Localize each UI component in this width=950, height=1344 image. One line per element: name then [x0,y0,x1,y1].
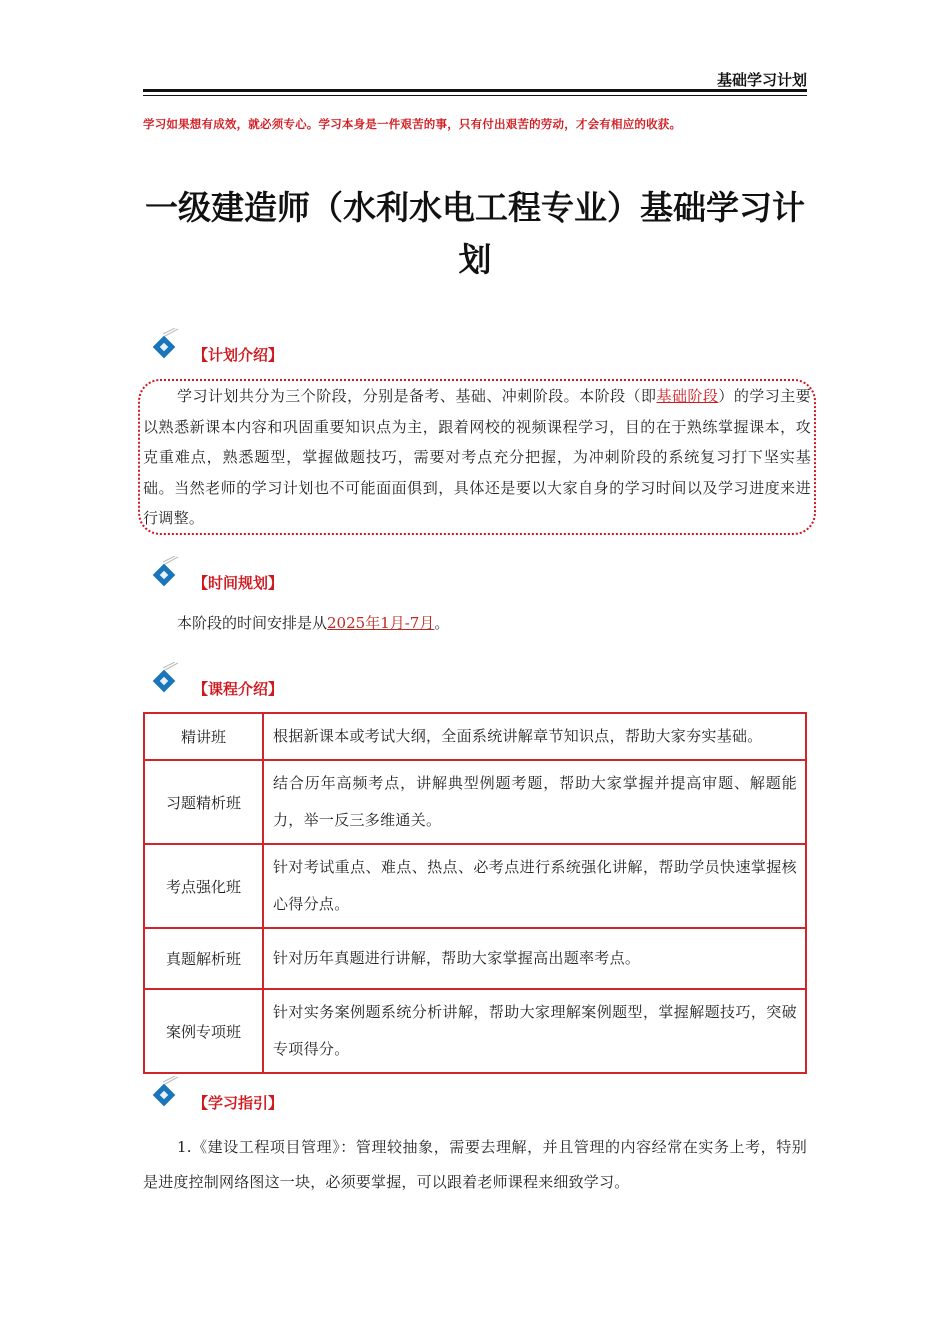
course-name: 案例专项班 [144,989,263,1073]
course-description: 针对实务案例题系统分析讲解，帮助大家理解案例题型，掌握解题技巧，突破专项得分。 [263,989,806,1073]
time-text-end: 。 [434,614,450,632]
course-description: 根据新课本或考试大纲，全面系统讲解章节知识点，帮助大家夯实基础。 [263,713,806,760]
header-rule-thick [143,89,807,92]
table-row [144,844,806,928]
time-paragraph [143,608,807,638]
intro-text-start: 学习计划共分为三个阶段，分别是备考、基础、冲刺阶段。本阶段（即 [177,387,657,405]
course-description: 针对历年真题进行讲解，帮助大家掌握高出题率考点。 [263,928,806,989]
section-heading-intro [143,320,443,370]
page-title: 一级建造师（水利水电工程专业）基础学习计划 [145,188,805,279]
time-highlight: 2025年1月-7月 [327,614,435,632]
intro-paragraph [143,381,811,534]
course-name: 考点强化班 [144,844,263,928]
table-row [144,928,806,989]
course-table [143,712,807,1074]
intro-highlight-link[interactable]: 基础阶段 [656,387,719,405]
course-name: 真题解析班 [144,928,263,989]
section-label: 【学习指引】 [193,1094,284,1112]
diamond-bullet-icon [149,662,183,696]
time-text-start: 本阶段的时间安排是从 [177,614,328,632]
intro-text-end: ）的学习主要以熟悉新课本内容和巩固重要知识点为主，跟着网校的视频课程学习，目的在于熟练掌握课本，攻克重难点，熟悉题型，掌握做题技巧，需要对考点充分把握，为冲刺阶段的系统复习打下坚实基础。当然老师的学习计划也不可能面面俱到，具体还是要以大家自身的学习时间以及学习进度来进行调整。 [143,387,811,527]
table-row [144,989,806,1073]
course-description: 针对考试重点、难点、热点、必考点进行系统强化讲解，帮助学员快速掌握核心得分点。 [263,844,806,928]
section-label: 【时间规划】 [193,574,284,592]
section-label: 【课程介绍】 [193,680,284,698]
guide-paragraph: 1.《建设工程项目管理》：管理较抽象，需要去理解，并且管理的内容经常在实务上考，特别是进度控制网络图这一块，必须要掌握，可以跟着老师课程来细致学习。 [143,1138,807,1191]
diamond-bullet-icon [149,1076,183,1110]
diamond-bullet-icon [149,328,183,362]
header-rule-thin [143,95,807,96]
section-heading-courses [143,654,443,704]
diamond-bullet-icon [149,556,183,590]
course-name: 精讲班 [144,713,263,760]
section-heading-guide [143,1068,443,1118]
course-description: 结合历年高频考点，讲解典型例题考题，帮助大家掌握并提高审题、解题能力，举一反三多维通关。 [263,760,806,844]
table-row [144,713,806,760]
course-name: 习题精析班 [144,760,263,844]
section-label: 【计划介绍】 [193,346,284,364]
motto: 学习如果想有成效，就必须专心。学习本身是一件艰苦的事，只有付出艰苦的劳动，才会有相应的收获。 [143,117,682,131]
table-row [144,760,806,844]
header-title: 基础学习计划 [716,71,807,89]
section-heading-time [143,548,443,598]
